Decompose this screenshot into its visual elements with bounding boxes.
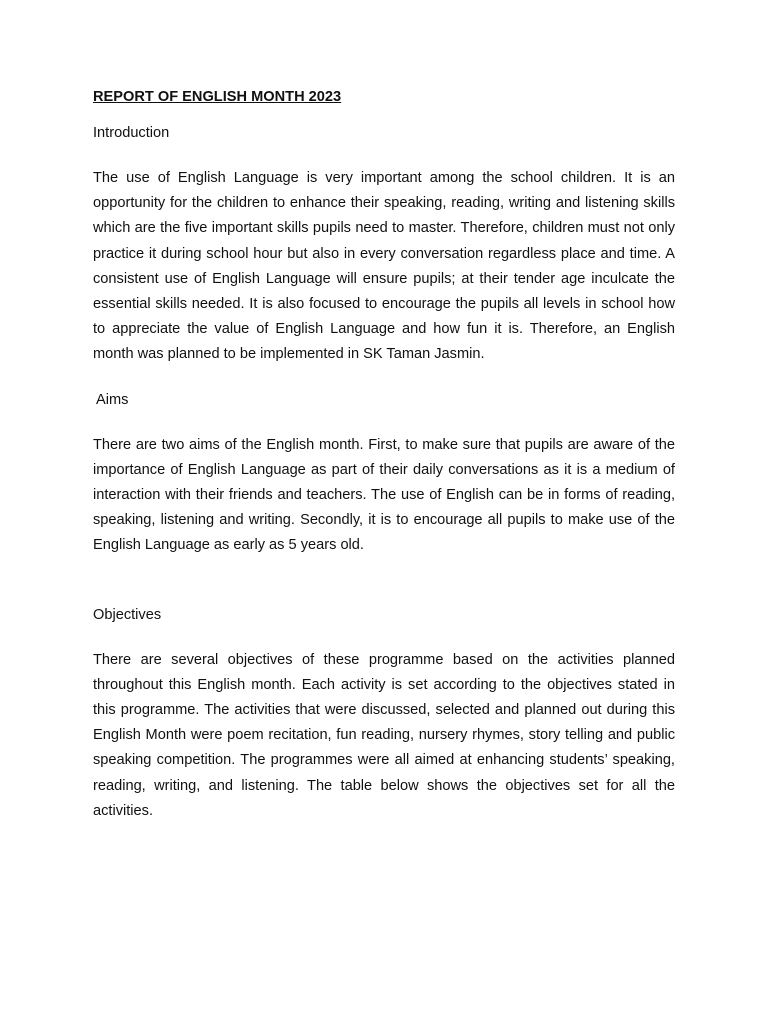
introduction-paragraph: The use of English Language is very important among the school children. It is an opportunity for the children to enhance their speaking, reading, writing and listening skills which are the five important skills pupils need to master. Therefore, children must not only practice it during school hour but also in every conversation regardless place and time. A consistent use of English Language will ensure pupils; at their tender age inculcate the essential skills needed. It is also focused to encourage the pupils all levels in school how to appreciate the value of English Language and how fun it is. Therefore, an English month was planned to be implemented in SK Taman Jasmin. [93, 170, 675, 363]
document-title: REPORT OF ENGLISH MONTH 2023 [93, 89, 342, 105]
aims-heading: Aims [96, 391, 129, 408]
document-page [93, 87, 675, 824]
aims-paragraph: There are two aims of the English month. First, to make sure that pupils are aware of the importance of English Language as part of their daily conversations as it is a medium of interaction with their friends and teachers. The use of English can be in forms of reading, speaking, listening and writing. Secondly, it is to encourage all pupils to make use of the English Language as early as 5 years old. [93, 436, 675, 554]
objectives-paragraph: There are several objectives of these programme based on the activities planned throughout this English month. Each activity is set according to the objectives stated in this programme. The activities that were discussed, selected and planned out during this English Month were poem recitation, fun reading, nursery rhymes, story telling and public speaking competition. The programmes were all aimed at enhancing students’ speaking, reading, writing, and listening. The table below shows the objectives set for all the activities. [93, 651, 675, 819]
introduction-heading: Introduction [93, 125, 170, 141]
objectives-heading: Objectives [93, 606, 162, 623]
